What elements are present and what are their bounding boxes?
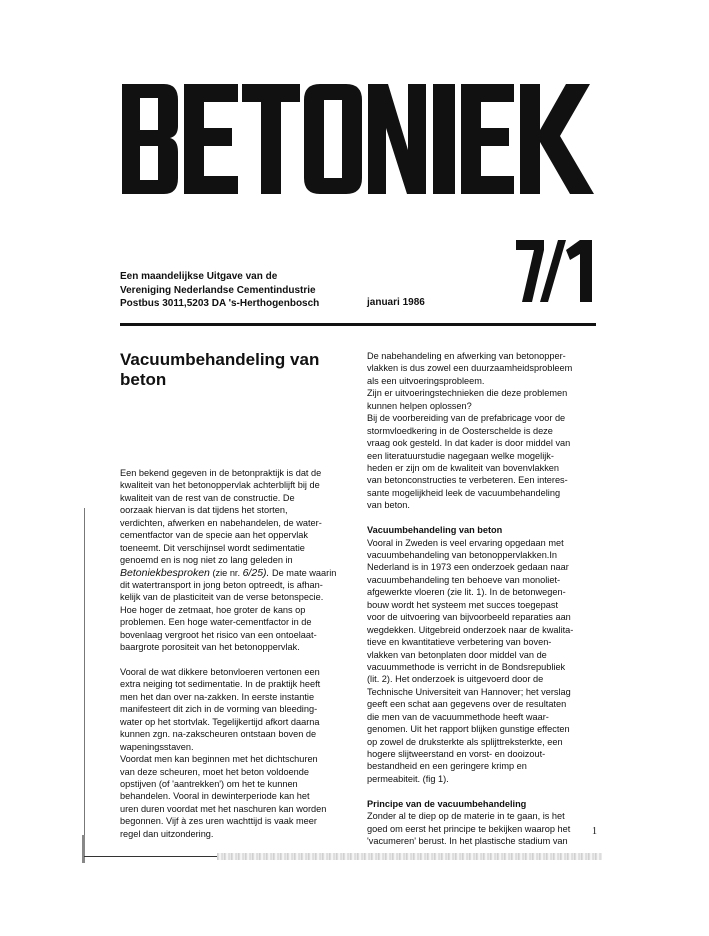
text-line: 'vacumeren' berust. In het plastische stadium van [367, 836, 568, 847]
scan-noise [217, 853, 602, 860]
text-line: kunnen zgn. na-zakscheuren ontstaan boven de [120, 729, 317, 740]
paragraph-gap [367, 512, 573, 524]
text-line: Een bekend gegeven in de betonpraktijk is dat de [120, 468, 322, 478]
text-line: vraag ook gesteld. In dat kader is door middel van [367, 438, 571, 449]
text-line: baargrote porositeit van het betonoppervlak. [120, 642, 300, 653]
text-line: bestandheid en een geringere krimp en [367, 761, 527, 772]
text-line: behandelen. Vooral in dewinterperiode kan het [120, 791, 310, 802]
text-line: extra neiging tot sedimentatie. In de praktijk heeft [120, 679, 321, 690]
text-line: van beton. [367, 500, 410, 511]
text-line: Vooral de wat dikkere betonvloeren vertonen een [120, 667, 320, 677]
text-line: op zowel de druksterkte als splijttreksterkte, een [367, 736, 563, 747]
section-heading: Principe van de vacuumbehandeling [367, 798, 527, 809]
text-line: vlakken van betonplaten door middel van de [367, 649, 547, 660]
text-line: Technische Universiteit van Hannover; het verslag [367, 686, 571, 697]
text-line: wapeningsstaven. [120, 741, 194, 752]
article-title: Vacuumbehandeling van beton [120, 350, 320, 389]
text-line: verdichten, afwerken en nabehandelen, de water- [120, 517, 322, 528]
text-line: kwaliteit van de rest van de constructie. De [120, 492, 295, 503]
text-line: (lit. 2). Het onderzoek is uitgevoerd door de [367, 674, 544, 685]
text-line: goed om eerst het principe te bekijken waarop het [367, 823, 571, 834]
issue-number-logo [514, 238, 598, 304]
text-line: Vooral in Zweden is veel ervaring opgedaan met [367, 537, 564, 548]
text-line: afgewerkte vloeren (zie lit. 1). In de betonwegen- [367, 587, 566, 598]
text-line: van deze scheuren, moet het beton voldoende [120, 766, 309, 777]
text-line: voor de uitvoering van bijvoorbeeld reparaties aan [367, 612, 571, 623]
publisher-line: Een maandelijkse Uitgave van de [120, 271, 278, 282]
masthead-logo [120, 80, 598, 198]
paragraph-gap [367, 785, 573, 797]
paragraph-gap [120, 654, 336, 666]
text-line: heden er zijn om de kwaliteit van bovenvlakken [367, 462, 560, 473]
text-line: sante mogelijkheid leek de vacuumbehandeling [367, 487, 561, 498]
text-line: men het dan over na-zakken. In eerste instantie [120, 691, 315, 702]
text-line: tieve en kwantitatieve verbetering van boven- [367, 637, 552, 648]
text-line: problemen. Een hoge water-cementfactor in de [120, 617, 312, 628]
header-rule [120, 323, 596, 326]
text-line: bovenlaag vergroot het risico van een ontoelaat- [120, 629, 317, 640]
text-line: De nabehandeling en afwerking van betonopper- [367, 351, 566, 361]
text-line: kelijk van de plasticiteit van de verse betonspecie. [120, 592, 324, 603]
text-fragment: (zie nr. [209, 567, 243, 578]
page-number: 1 [592, 826, 597, 837]
scan-edge-mark [82, 835, 85, 863]
scan-bottom-line [84, 856, 217, 857]
text-line: vacuumbehandeling ten behoeve van monoliet- [367, 574, 561, 585]
text-line: wegdekken. Uitgebreid onderzoek naar de kwalita- [367, 624, 574, 635]
text-fragment: 6/25). [242, 566, 270, 579]
text-line: als een uitvoeringsprobleem. [367, 375, 485, 386]
text-line: permeabiteit. (fig 1). [367, 773, 449, 784]
section-heading: Vacuumbehandeling van beton [367, 525, 503, 536]
issue-date: januari 1986 [367, 297, 425, 308]
text-line: opstijven (of 'aantrekken') om het te kunnen [120, 778, 298, 789]
text-line: kwaliteit van het betonoppervlak achterblijft bij de [120, 480, 320, 491]
text-line: oorzaak hiervan is dat tijdens het storten, [120, 505, 288, 516]
text-line: die men van de vacuummethode heeft waar- [367, 711, 549, 722]
text-line: water op het stortvlak. Tegelijkertijd afkort daarna [120, 716, 320, 727]
text-line: genoemd en is nog niet zo lang geleden in [120, 555, 293, 566]
text-line: Nederland is in 1973 een onderzoek gedaan naar [367, 562, 569, 573]
text-line: cementfactor van de specie aan het oppervlak [120, 530, 308, 541]
text-line [120, 567, 336, 579]
text-line: bouw wordt het systeem met succes toegepast [367, 599, 558, 610]
text-line: toeneemt. Dit verschijnsel wordt sedimentatie [120, 542, 305, 553]
text-line: regel dan uitzondering. [120, 828, 214, 839]
text-line: vlakken is dus zowel een duurzaamheidsprobleem [367, 363, 573, 374]
publisher-info [120, 270, 319, 311]
publisher-line: Vereniging Nederlandse Cementindustrie [120, 284, 316, 296]
text-line: genomen. Uit het rapport blijken gunstige effecten [367, 724, 570, 735]
text-line: stormvloedkering in de Oosterschelde is deze [367, 425, 553, 436]
text-line: Zonder al te diep op de materie in te gaan, is het [367, 811, 565, 822]
text-line: Zijn er uitvoeringstechnieken die deze problemen [367, 388, 568, 399]
text-line: geeft een schat aan gegevens over de resultaten [367, 699, 567, 710]
scan-edge-line [84, 508, 85, 853]
right-column [367, 350, 573, 848]
text-line: vacuumbehandeling van betonoppervlakken.In [367, 550, 558, 560]
text-line: begonnen. Vijf à zes uren wachttijd is vaak meer [120, 816, 317, 827]
text-line: kunnen helpen oplossen? [367, 400, 472, 411]
text-fragment: Betoniekbesproken [120, 566, 210, 579]
text-line: hogere slijtweerstand en vorst- en dooizout- [367, 749, 546, 759]
text-line: uren duren voordat met het naschuren kan worden [120, 803, 327, 814]
left-column [120, 467, 336, 840]
text-line: Hoe hoger de zetmaat, hoe groter de kans op [120, 604, 306, 615]
text-line: Voordat men kan beginnen met het dichtschuren [120, 754, 318, 765]
text-line: manifesteert dit zich in de vorming van bleeding- [120, 704, 318, 715]
text-line: een literatuurstudie nagegaan welke mogelijk- [367, 450, 554, 461]
text-line: van betonconstructies te verbeteren. Een interes- [367, 475, 568, 486]
text-line: vacuummethode is verricht in de Bondsrepubliek [367, 661, 566, 672]
text-line: dit watertransport in jong beton optreedt, is afhan- [120, 579, 323, 590]
publisher-line: Postbus 3011,5203 DA 's-Herthogenbosch [120, 298, 320, 309]
text-fragment: De mate waarin [269, 567, 337, 578]
text-line: Bij de voorbereiding van de prefabricage voor de [367, 413, 566, 424]
